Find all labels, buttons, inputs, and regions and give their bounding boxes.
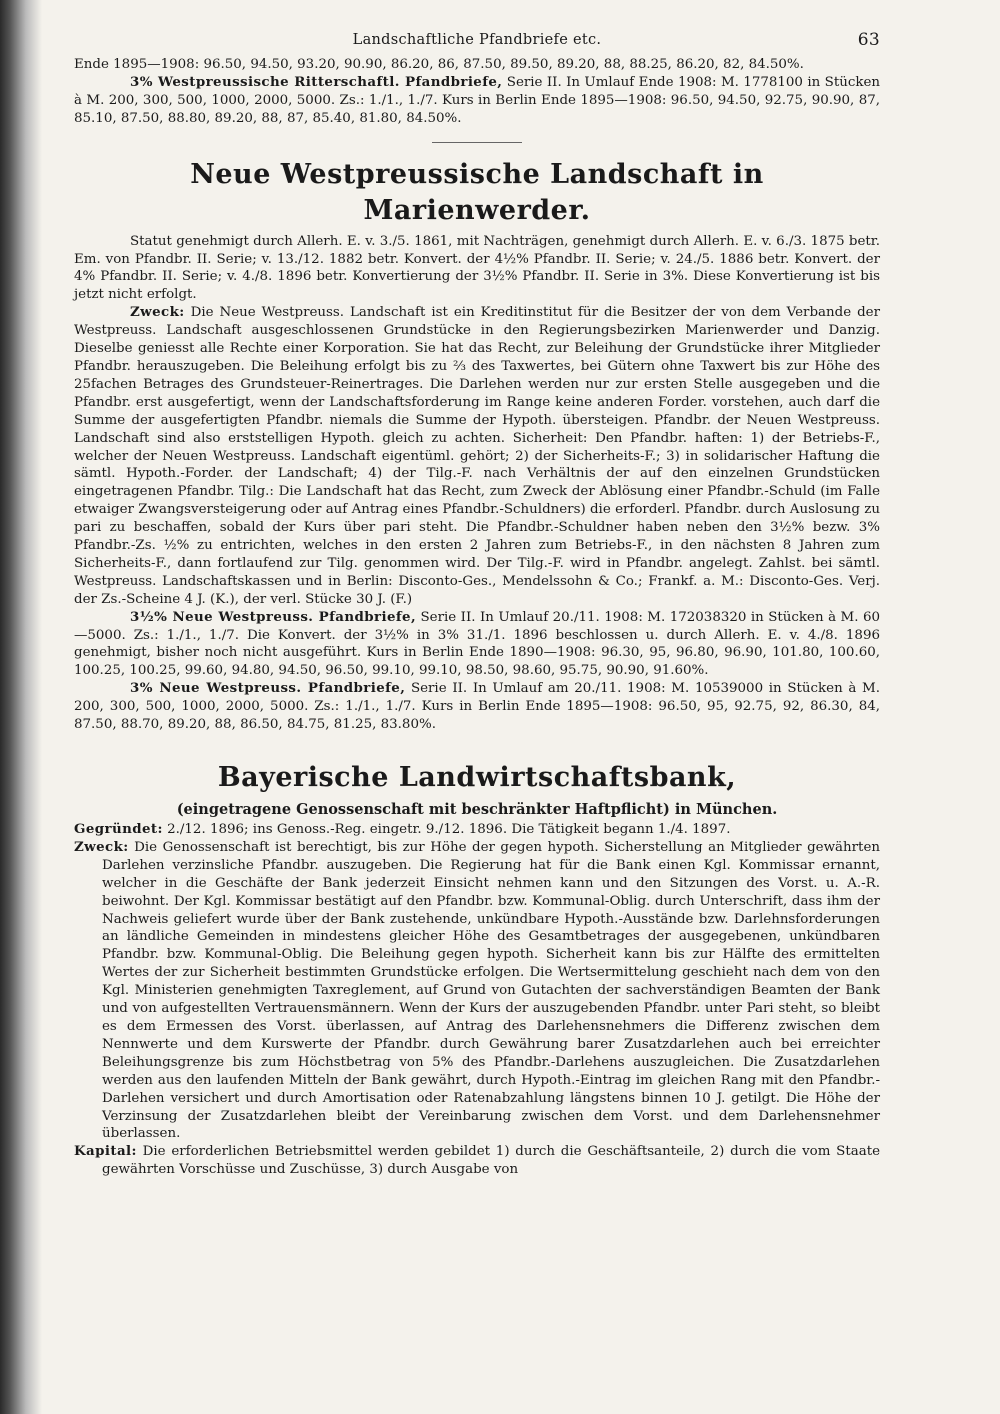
pfandbriefe-3-text: Serie II. In Umlauf am 20./11. 1908: M. 10539000 in Stücken à M. 200, 300, 500, 1000, 2000, 5000. Zs.: 1./1., 1./7. Kurs in Berlin Ende 1895—1908: 96.50, 95, 92.75, 92, 86.30, 84, 87.50, 88.70, 89.20, 88, 86.50, 84.75, 81.25, 83.80%. bbox=[74, 681, 880, 733]
gegruendet-label: Gegründet: bbox=[74, 821, 163, 837]
running-title: Landschaftliche Pfandbriefe etc. bbox=[352, 32, 602, 48]
zweck-text: Die Neue Westpreuss. Landschaft ist ein Kreditinstitut für die Besitzer der von dem Verbande der Westpreuss. Landschaft ausgeschlossenen Grundstücke in den Regierungsbezirken Marienwerder und Danzig. Dieselbe geniesst alle Rechte einer Korporation. Sie hat das Recht, zur Beleihung der Grundstücke ihrer Mitglieder Pfandbr. herauszugeben. Die Beleihung erfolgt bis zu ⅔ des Taxwertes, bei Gütern ohne Taxwert bis zur Höhe des 25fachen Betrages des Grundsteuer-Reinertrages. Die Darlehen werden nur zur ersten Stelle ausgegeben und die Pfandbr. erst ausgefertigt, wenn der Landschaftsforderung im Range keine anderen Forder. vorstehen, auch darf die Summe der ausgefertigten Pfandbr. niemals die Summe der Hypoth. übersteigen. Pfandbr. der Neuen Westpreuss. Landschaft sind also erststelligen Hypoth. gleich zu achten. Sicherheit: Den Pfandbr. haften: 1) der Betriebs-F., welcher der Neuen Westpreuss. Landschaft eigentüml. gehört; 2) der Sicherheits-F.; 3) in solidarischer Haftung die sämtl. Hypoth.-Forder. der Landschaft; 4) der Tilg.-F. nach Verhältnis der auf den einzelnen Grundstücken eingetragenen Pfandbr. Tilg.: Die Landschaft hat das Recht, zum Zweck der Ablösung einer Pfandbr.-Schuld (im Falle etwaiger Zwangsversteigerung oder auf Antrag eines Pfandbr.-Schuldners) die erforderl. Pfandbr. durch Auslosung zu pari zu beschaffen, sobald der Kurs über pari steht. Die Pfandbr.-Schuldner haben neben den 3½% bezw. 3% Pfandbr.-Zs. ½% zu entrichten, welches in den ersten 2 Jahren zum Betriebs-F., in den nächsten 8 Jahren zum Sicherheits-F., dann fortlaufend zur Tilg. genommen wird. Der Tilg.-F. wird in Pfandbr. angelegt. Zahlst. bei sämtl. Westpreuss. Landschaftskassen und in Berlin: Disconto-Ges., Mendelssohn & Co.; Frankf. a. M.: Disconto-Ges. Verj. der Zs.-Scheine 4 J. (K.), der verl. Stücke 30 J. (F.) bbox=[74, 305, 880, 607]
zweck-bank-label: Zweck: bbox=[74, 838, 129, 855]
ritterschaftl-pfandbriefe-text: Serie II. In Umlauf Ende 1908: M. 1778100 in Stücken à M. 200, 300, 500, 1000, 2000, 5000. Zs.: 1./1., 1./7. Kurs in Berlin Ende 1895—1908: 96.50, 94.50, 92.75, 90.90, 87, 85.10, 87.50, 88.80, 89.20, 88, 87, 85.40, 81.80, 84.50%. bbox=[74, 74, 881, 126]
pfandbriefe-3-5-text: Serie II. In Umlauf 20./11. 1908: M. 172038320 in Stücken à M. 60—5000. Zs.: 1./1., 1./7. Die Konvert. der 3½% in 3% 31./1. 1896 beschlossen u. durch Allerh. E. v. 4./8. 1896 genehmigt, bisher noch nicht ausgeführt. Kurs in Berlin Ende 1890—1908: 96.30, 95, 96.80, 96.90, 101.80, 100.60, 100.25, 100.25, 99.60, 94.80, 94.50, 96.50, 99.10, 99.10, 98.50, 98.60, 95.75, 90.90, 91.60%. bbox=[74, 609, 880, 679]
document-page bbox=[74, 32, 880, 1179]
subtitle-text: (eingetragene Genossenschaft mit beschränkter Haftpflicht) in bbox=[176, 801, 696, 818]
ritterschaftl-pfandbriefe-heading: 3% Westpreussische Ritterschaftl. Pfandbriefe, bbox=[130, 73, 503, 90]
zweck-bank-paragraph bbox=[74, 839, 880, 1143]
book-binding-shadow bbox=[0, 0, 42, 1414]
pfandbriefe-3-5-heading: 3½% Neue Westpreuss. Pfandbriefe, bbox=[130, 608, 417, 625]
zweck-paragraph bbox=[74, 304, 880, 608]
running-header bbox=[74, 32, 880, 56]
kapital-label: Kapital: bbox=[74, 1143, 137, 1160]
kapital-paragraph bbox=[74, 1143, 880, 1179]
page-number: 63 bbox=[857, 30, 880, 50]
section-subtitle bbox=[74, 800, 880, 819]
gegruendet-text: 2./12. 1896; ins Genoss.-Reg. eingetr. 9./12. 1896. Die Tätigkeit begann 1./4. 1897. bbox=[162, 822, 731, 837]
section-title-bayerische-landwirtschaftsbank: Bayerische Landwirtschaftsbank, bbox=[217, 762, 737, 793]
pfandbriefe-3-5-paragraph bbox=[74, 609, 880, 681]
section-divider bbox=[432, 142, 522, 143]
kapital-text: Die erforderlichen Betriebsmittel werden gebildet 1) durch die Geschäftsanteile, 2) durch die vom Staate gewährten Vorschüsse und Zuschüsse, 3) durch Ausgabe von bbox=[102, 1144, 880, 1178]
subtitle-city: München. bbox=[695, 801, 778, 818]
ritterschaftl-pfandbriefe-paragraph bbox=[74, 74, 880, 128]
zweck-label: Zweck: bbox=[130, 304, 185, 321]
section-title-westpreussische-landschaft: Neue Westpreussische Landschaft in Marienwerder. bbox=[190, 158, 764, 226]
zweck-bank-text: Die Genossenschaft ist berechtigt, bis zur Höhe der gegen hypoth. Sicherstellung an Mitglieder gewährten Darlehen verzinsliche Pfandbr. auszugeben. Die Regierung hat für die Bank einen Kgl. Kommissar ernannt, welcher in die Geschäfte der Bank jederzeit Einsicht nehmen kann und den Sitzungen des Vorst. u. A.-R. beiwohnt. Der Kgl. Kommissar bestätigt auf den Pfandbr. bzw. Kommunal-Oblig. durch Unterschrift, dass ihm der Nachweis geliefert wurde über der Bank zustehende, unkündbare Hypoth.-Ausstände bzw. Darlehnsforderungen an ländliche Gemeinden in mindestens gleicher Höhe des Gesamtbetrages der ausgegebenen, unkündbaren Pfandbr. bzw. Kommunal-Oblig. Die Beleihung gegen hypoth. Sicherheit kann bis zur Hälfte des ermittelten Wertes der zur Sicherheit bestimmten Grundstücke erfolgen. Die Wertsermittelung geschieht nach dem von den Kgl. Ministerien genehmigten Taxreglement, auf Grund von Gutachten der sachverständigen Beamten der Bank und von aufgestellten Vertrauensmännern. Wenn der Kurs der auszugebenden Pfandbr. unter Pari steht, so bleibt es dem Ermessen des Vorst. überlassen, auf Antrag des Darlehensnehmers die Differenz zwischen dem Nennwerte und dem Kurswerte der Pfandbr. durch Gewährung barer Zusatzdarlehen auch bei erreichter Beleihungsgrenze bis zum Höchstbetrag von 5% des Pfandbr.-Darlehens auszugleichen. Die Zusatzdarlehen werden aus den laufenden Mitteln der Bank gewährt, durch Hypoth.-Eintrag im gleichen Rang mit den Pfandbr.-Darlehen versichert und durch Amortisation oder Ratenabzahlung längstens binnen 10 J. getilgt. Die Höhe der Verzinsung der Zusatzdarlehen bleibt der Vereinbarung zwischen dem Vorst. und dem Darlehensnehmer überlassen. bbox=[102, 839, 880, 1142]
pfandbriefe-3-paragraph bbox=[74, 680, 880, 734]
gegruendet-paragraph bbox=[74, 821, 880, 839]
pfandbriefe-3-heading: 3% Neue Westpreuss. Pfandbriefe, bbox=[130, 680, 406, 697]
statut-paragraph: Statut genehmigt durch Allerh. E. v. 3./5. 1861, mit Nachträgen, genehmigt durch Allerh. E. v. 6./3. 1875 betr. Em. von Pfandbr. II. Serie; v. 13./12. 1882 betr. Konvert. der 4½% Pfandbr. II. Serie; v. 24./5. 1886 betr. Konvert. der 4% Pfandbr. II. Serie; v. 4./8. 1896 betr. Konvertierung der 3½% Pfandbr. II. Serie in 3%. Diese Konvertierung ist bis jetzt nicht erfolgt. bbox=[74, 233, 880, 303]
kurs-continuation: Ende 1895—1908: 96.50, 94.50, 93.20, 90.90, 86.20, 86, 87.50, 89.50, 89.20, 88, 88.25, 86.20, 82, 84.50%. bbox=[74, 57, 804, 72]
